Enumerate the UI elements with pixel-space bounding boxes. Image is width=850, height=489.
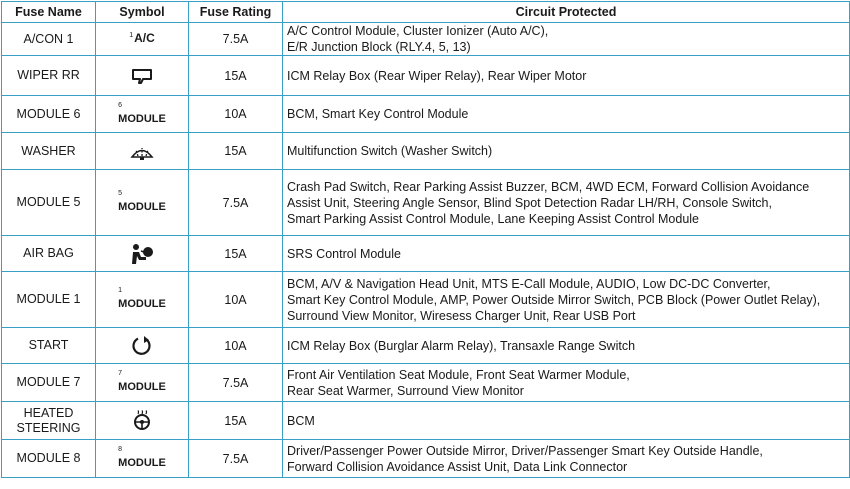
symbol-cell bbox=[96, 272, 189, 328]
symbol-cell bbox=[96, 133, 189, 170]
fuse-rating: 15A bbox=[189, 133, 283, 170]
table-row bbox=[2, 272, 850, 328]
heated-steering-icon bbox=[131, 410, 153, 432]
circuit-line: Driver/Passenger Power Outside Mirror, Driver/Passenger Smart Key Outside Handle, bbox=[287, 443, 763, 458]
circuit-line: Surround View Monitor, Wiresess Charger Unit, Rear USB Port bbox=[287, 308, 636, 323]
header-fuse-rating: Fuse Rating bbox=[189, 2, 283, 23]
fuse-name: MODULE 6 bbox=[2, 96, 96, 133]
fuse-name: MODULE 7 bbox=[2, 364, 96, 402]
circuit-protected bbox=[283, 133, 850, 170]
table-row bbox=[2, 133, 850, 170]
header-symbol: Symbol bbox=[96, 2, 189, 23]
fuse-name: START bbox=[2, 328, 96, 364]
table-row bbox=[2, 96, 850, 133]
circuit-line: E/R Junction Block (RLY.4, 5, 13) bbox=[287, 40, 471, 54]
symbol-cell bbox=[96, 56, 189, 96]
table-row bbox=[2, 440, 850, 478]
fuse-rating: 7.5A bbox=[189, 23, 283, 56]
ac-symbol: $^1$A/C bbox=[129, 30, 155, 45]
circuit-line: Forward Collision Avoidance Assist Unit, Data Link Connector bbox=[287, 459, 628, 474]
fuse-rating: 10A bbox=[189, 328, 283, 364]
symbol-cell bbox=[96, 96, 189, 133]
circuit-line: Smart Parking Assist Control Module, Lane Keeping Assist Control Module bbox=[287, 211, 700, 226]
washer-icon bbox=[129, 141, 155, 161]
circuit-line: BCM, Smart Key Control Module bbox=[287, 107, 469, 121]
circuit-line: Crash Pad Switch, Rear Parking Assist Buzzer, BCM, 4WD ECM, Forward Collision Avoidance bbox=[287, 179, 810, 194]
fuse-rating: 7.5A bbox=[189, 440, 283, 478]
fuse-rating: 15A bbox=[189, 236, 283, 272]
symbol-cell bbox=[96, 440, 189, 478]
circuit-line: Front Air Ventilation Seat Module, Front Seat Warmer Module, bbox=[287, 367, 630, 382]
symbol-cell bbox=[96, 402, 189, 440]
circuit-line: BCM, A/V & Navigation Head Unit, MTS E-Call Module, AUDIO, Low DC-DC Converter, bbox=[287, 276, 771, 291]
fuse-table bbox=[1, 1, 850, 478]
table-header-row bbox=[2, 2, 850, 23]
airbag-icon bbox=[129, 243, 155, 265]
circuit-line: Rear Seat Warmer, Surround View Monitor bbox=[287, 383, 524, 398]
symbol-cell bbox=[96, 236, 189, 272]
fuse-name: WASHER bbox=[2, 133, 96, 170]
circuit-line: Smart Key Control Module, AMP, Power Outside Mirror Switch, PCB Block (Power Outlet Relay), bbox=[287, 292, 821, 307]
circuit-protected bbox=[283, 364, 850, 402]
fuse-rating: 7.5A bbox=[189, 364, 283, 402]
fuse-name: A/CON 1 bbox=[2, 23, 96, 56]
circuit-line: ICM Relay Box (Burglar Alarm Relay), Transaxle Range Switch bbox=[287, 338, 636, 353]
symbol-cell bbox=[96, 364, 189, 402]
fuse-rating: 10A bbox=[189, 96, 283, 133]
circuit-protected bbox=[283, 23, 850, 56]
fuse-rating: 15A bbox=[189, 56, 283, 96]
fuse-name: MODULE 5 bbox=[2, 170, 96, 236]
circuit-line: SRS Control Module bbox=[287, 246, 401, 261]
fuse-name: MODULE 1 bbox=[2, 272, 96, 328]
rear-wiper-icon bbox=[130, 67, 154, 85]
table-row bbox=[2, 236, 850, 272]
fuse-name: MODULE 8 bbox=[2, 440, 96, 478]
symbol-cell bbox=[96, 170, 189, 236]
circuit-protected bbox=[283, 236, 850, 272]
circuit-protected bbox=[283, 56, 850, 96]
circuit-line: BCM bbox=[287, 413, 315, 428]
circuit-line: ICM Relay Box (Rear Wiper Relay), Rear Wiper Motor bbox=[287, 68, 587, 83]
circuit-protected bbox=[283, 402, 850, 440]
fuse-name: WIPER RR bbox=[2, 56, 96, 96]
start-icon bbox=[130, 334, 154, 358]
table-row bbox=[2, 23, 850, 56]
fuse-name: HEATED STEERING bbox=[2, 402, 96, 440]
module-symbol: 7 MODULE bbox=[118, 370, 166, 393]
module-symbol: 1 MODULE bbox=[118, 287, 166, 310]
symbol-cell bbox=[96, 23, 189, 56]
circuit-protected bbox=[283, 170, 850, 236]
table-row bbox=[2, 364, 850, 402]
circuit-line: A/C Control Module, Cluster Ionizer (Auto A/C), bbox=[287, 24, 549, 38]
fuse-rating: 7.5A bbox=[189, 170, 283, 236]
table-row bbox=[2, 170, 850, 236]
circuit-protected bbox=[283, 272, 850, 328]
module-symbol: 5 MODULE bbox=[118, 190, 166, 213]
symbol-cell bbox=[96, 328, 189, 364]
circuit-protected bbox=[283, 328, 850, 364]
circuit-line: Assist Unit, Steering Angle Sensor, Blind Spot Detection Radar LH/RH, Console Switch, bbox=[287, 195, 772, 210]
table-row bbox=[2, 328, 850, 364]
fuse-rating: 10A bbox=[189, 272, 283, 328]
header-circuit-protected: Circuit Protected bbox=[283, 2, 850, 23]
fuse-name: AIR BAG bbox=[2, 236, 96, 272]
module-symbol: 6 MODULE bbox=[118, 101, 166, 125]
circuit-protected bbox=[283, 96, 850, 133]
table-row bbox=[2, 402, 850, 440]
circuit-line: Multifunction Switch (Washer Switch) bbox=[287, 144, 493, 158]
fuse-rating: 15A bbox=[189, 402, 283, 440]
module-symbol: 8 MODULE bbox=[118, 446, 166, 469]
circuit-protected bbox=[283, 440, 850, 478]
header-fuse-name: Fuse Name bbox=[2, 2, 96, 23]
table-row bbox=[2, 56, 850, 96]
